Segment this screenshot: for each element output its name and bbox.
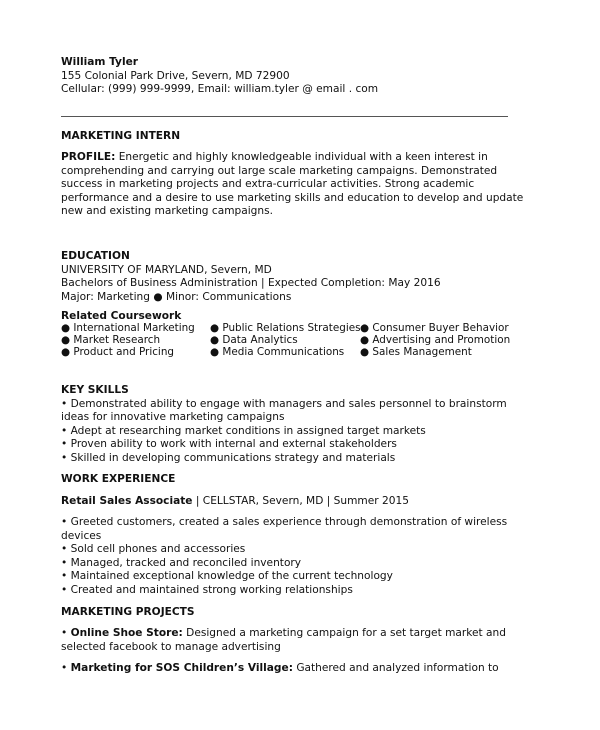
skill-item: • Demonstrated ability to engage with managers and sales personnel to brainstorm [61, 397, 507, 410]
coursework-item: ● Sales Management [360, 345, 472, 358]
project-bullet: • [61, 662, 71, 675]
profile-label: PROFILE: [61, 151, 116, 163]
education-degree: Bachelors of Business Administration | Expected Completion: May 2016 [61, 277, 441, 290]
profile-text-4: performance and a desire to use marketing skills and education to develop and update [61, 191, 524, 204]
coursework-item: ● Product and Pricing [61, 345, 174, 358]
coursework-item: ● Advertising and Promotion [360, 333, 511, 346]
job-line [61, 495, 409, 509]
education-heading: EDUCATION [61, 250, 130, 262]
skill-item: • Proven ability to work with internal and external stakeholders [61, 438, 397, 451]
coursework-item: ● International Marketing [61, 322, 195, 334]
coursework-item: ● Public Relations Strategies [210, 322, 361, 334]
job-details: | CELLSTAR, Severn, MD | Summer 2015 [192, 495, 409, 507]
project-description: Designed a marketing campaign for a set target market and [182, 627, 506, 639]
job-bullet: • Managed, tracked and reconciled inventory [61, 556, 302, 569]
candidate-name: William Tyler [61, 56, 139, 68]
education-major: Major: Marketing ● Minor: Communications [61, 290, 292, 303]
project-name: Online Shoe Store: [70, 627, 183, 639]
skill-item-continued: ideas for innovative marketing campaigns [61, 411, 285, 424]
project-item [61, 627, 506, 641]
skill-item: • Skilled in developing communications strategy and materials [61, 451, 396, 464]
coursework-item: ● Market Research [61, 333, 161, 346]
project-description: Gathered and analyzed information to [292, 662, 499, 675]
education-school: UNIVERSITY OF MARYLAND, Severn, MD [61, 263, 272, 276]
candidate-address: 155 Colonial Park Drive, Severn, MD 72900 [61, 69, 290, 82]
project-name: Marketing for SOS Children’s Village: [70, 662, 293, 675]
skills-section [61, 384, 507, 466]
projects-heading: MARKETING PROJECTS [61, 606, 195, 618]
project-description-continued: selected facebook to manage advertising [61, 640, 281, 653]
coursework-column-1 [61, 323, 195, 358]
profile-section [61, 151, 523, 219]
header-divider [61, 116, 508, 117]
profile-text-3: success in marketing projects and extra-curricular activities. Strong academic [61, 178, 475, 191]
coursework-item: ● Data Analytics [210, 333, 298, 346]
profile-text-5: new and existing marketing campaigns. [61, 205, 273, 218]
work-heading: WORK EXPERIENCE [61, 473, 176, 485]
coursework-item: ● Media Communications [210, 345, 345, 358]
job-bullet: • Created and maintained strong working relationships [61, 583, 353, 596]
resume-header [61, 56, 378, 97]
profile-text-1: Energetic and highly knowledgeable individual with a keen interest in [115, 151, 488, 163]
coursework-heading: Related Coursework [61, 310, 182, 322]
resume-title: MARKETING INTERN [61, 130, 181, 142]
coursework-item: ● Consumer Buyer Behavior [360, 322, 509, 334]
job-title: Retail Sales Associate [61, 495, 193, 507]
skill-item: • Adept at researching market conditions in assigned target markets [61, 424, 426, 437]
projects-list [61, 627, 506, 676]
project-item [61, 662, 506, 676]
education-section [61, 250, 441, 304]
job-bullet: • Greeted customers, created a sales experience through demonstration of wireless [61, 516, 508, 528]
job-bullet: • Maintained exceptional knowledge of the current technology [61, 570, 393, 583]
skills-heading: KEY SKILLS [61, 384, 129, 396]
coursework-column-2 [210, 323, 361, 358]
project-bullet: • [61, 627, 71, 639]
candidate-contact: Cellular: (999) 999-9999, Email: william.tyler @ email . com [61, 83, 379, 96]
job-bullet-continued: devices [61, 529, 102, 542]
profile-text-2: comprehending and carrying out large scale marketing campaigns. Demonstrated [61, 164, 498, 177]
job-bullets [61, 516, 507, 598]
coursework-column-3 [360, 323, 510, 358]
job-bullet: • Sold cell phones and accessories [61, 543, 246, 556]
